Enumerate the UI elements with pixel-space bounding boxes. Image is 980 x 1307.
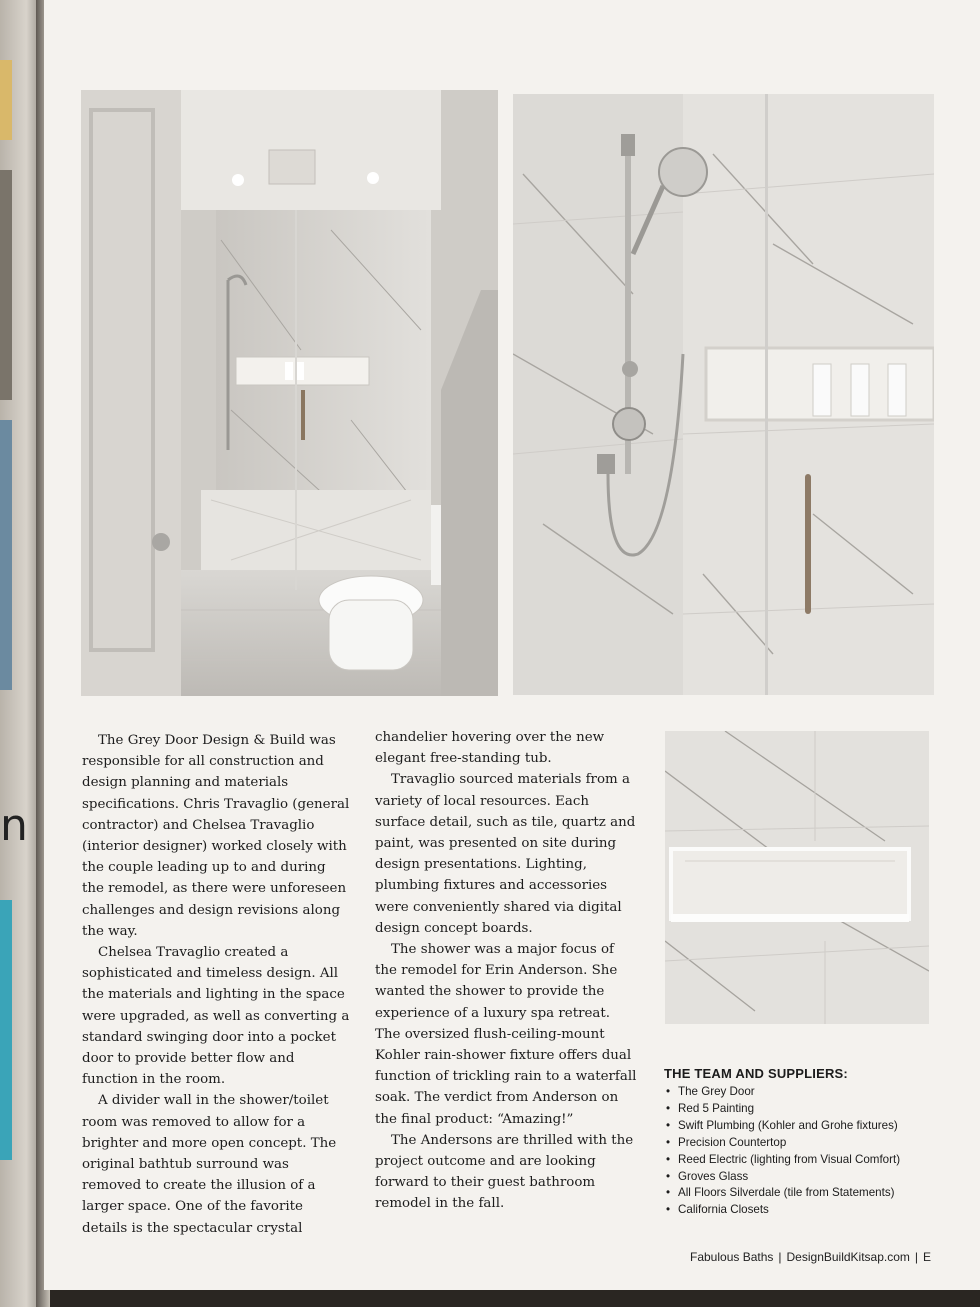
- article-paragraph: The Andersons are thrilled with the project outcome and are looking forward to their guest bathroom remodel in the fall.: [375, 1132, 634, 1212]
- footer-site: DesignBuildKitsap.com: [786, 1250, 910, 1264]
- left-page-photo-strip: [0, 420, 12, 690]
- footer-page-number: E: [923, 1250, 932, 1264]
- team-item: • All Floors Silverdale (tile from Statements): [664, 1185, 964, 1202]
- team-item: • Swift Plumbing (Kohler and Grohe fixtures): [664, 1118, 964, 1135]
- team-item: • Precision Countertop: [664, 1135, 964, 1152]
- footer-divider: |: [914, 1250, 919, 1264]
- photo-shower-closeup: [513, 94, 934, 695]
- team-heading: THE TEAM AND SUPPLIERS:: [664, 1066, 848, 1081]
- left-page-photo-strip: [0, 900, 12, 1160]
- page-footer: [690, 1250, 931, 1264]
- article-paragraph: A divider wall in the shower/toilet room was removed to allow for a brighter and more open concept. The original bathtub surround was removed to create the illusion of a larger space. One of the favorite details is the spectacular crystal: [82, 1093, 337, 1236]
- team-list: [664, 1084, 964, 1219]
- photo-shower-niche: [665, 731, 929, 1024]
- left-page-text-fragment: n: [0, 800, 28, 851]
- article-paragraph: Chelsea Travaglio created a sophisticated and timeless design. All the materials and lighting in the space were upgraded, as well as converting a standard swinging door into a pocket door to provide better flow and function in the room.: [82, 945, 350, 1088]
- footer-section: Fabulous Baths: [690, 1250, 774, 1264]
- photo-shower-doorway: [81, 90, 498, 696]
- article-paragraph: chandelier hovering over the new elegant free-standing tub.: [375, 730, 605, 767]
- team-item: • Groves Glass: [664, 1169, 964, 1186]
- article-column-1: [82, 730, 350, 1239]
- article-paragraph: The shower was a major focus of the remodel for Erin Anderson. She wanted the shower to provide the experience of a luxury spa retreat. The oversized flush-ceiling-mount Kohler rain-shower fixture offers dual function of trickling rain to a waterfall soak. The verdict from Anderson on the final product: “Amazing!”: [375, 942, 637, 1127]
- team-item: • The Grey Door: [664, 1084, 964, 1101]
- team-item: • Reed Electric (lighting from Visual Comfort): [664, 1152, 964, 1169]
- article-column-2: [375, 727, 637, 1215]
- footer-divider: |: [778, 1250, 782, 1264]
- team-suppliers-box: [664, 1066, 964, 1219]
- article-paragraph: Travaglio sourced materials from a variety of local resources. Each surface detail, such as tile, quartz and paint, was presented on site during design presentations. Lighting, plumbing fixtures and accessories were conveniently shared via digital design concept boards.: [375, 772, 636, 936]
- article-paragraph: The Grey Door Design & Build was responsible for all construction and design planning and materials specifications. Chris Travaglio (general contractor) and Chelsea Travaglio (interior designer) worked closely with the couple leading up to and during the remodel, as there were unforeseen challenges and design revisions along the way.: [82, 733, 350, 939]
- team-item: • Red 5 Painting: [664, 1101, 964, 1118]
- magazine-page: [44, 0, 980, 1290]
- left-page-photo-strip: [0, 60, 12, 140]
- left-page-photo-strip: [0, 170, 12, 400]
- team-item: • California Closets: [664, 1202, 964, 1219]
